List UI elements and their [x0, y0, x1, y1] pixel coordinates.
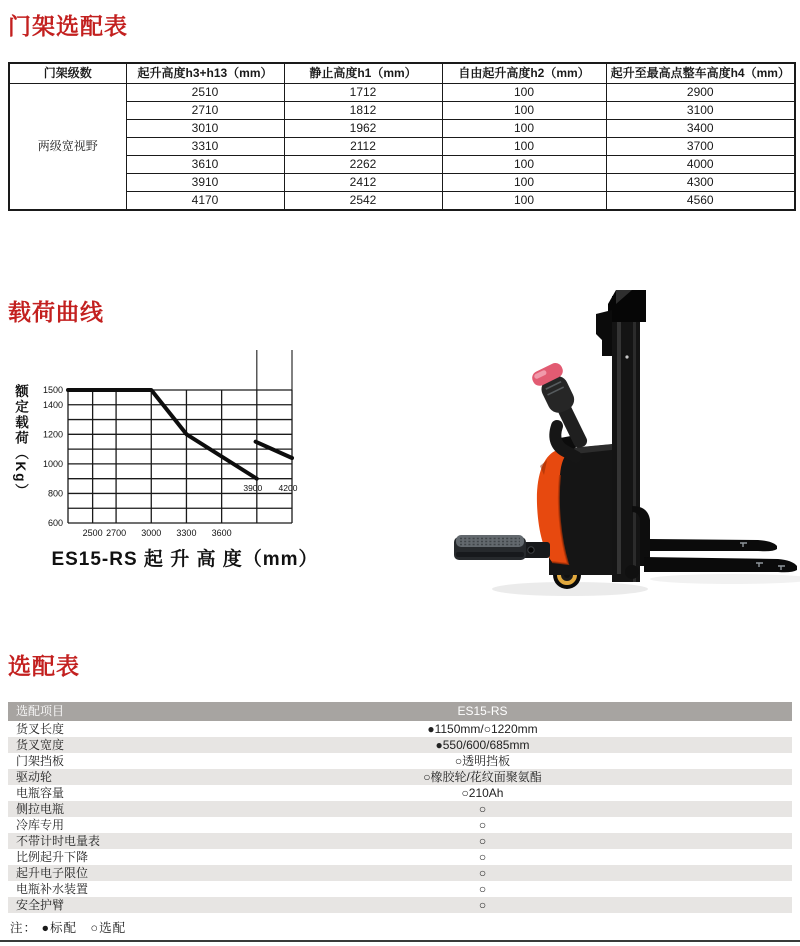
mast-table-row	[9, 192, 795, 211]
options-table-title: 选配表	[8, 653, 80, 679]
option-value: ○	[478, 818, 487, 832]
mast-cell: 100	[442, 174, 606, 192]
svg-text:1000: 1000	[42, 458, 63, 469]
mast-cell: 2710	[126, 102, 284, 120]
option-row	[8, 721, 792, 737]
option-item-label: 门架挡板	[16, 754, 65, 768]
mast-cell: 100	[442, 102, 606, 120]
option-value: ○	[478, 898, 487, 912]
svg-text:3000: 3000	[141, 528, 162, 538]
option-item-label: 比例起升下降	[16, 850, 89, 864]
mast-cell: 3310	[126, 138, 284, 156]
svg-text:2500: 2500	[82, 528, 103, 538]
option-row	[8, 785, 792, 801]
mast-cell: 100	[442, 120, 606, 138]
mast-cell: 4170	[126, 192, 284, 211]
option-value: ○	[478, 850, 487, 864]
option-value: ○	[478, 802, 487, 816]
tiller-arm	[530, 361, 597, 457]
mast-cell: 2542	[284, 192, 442, 211]
chart-tick-labels	[43, 385, 298, 538]
option-row	[8, 849, 792, 865]
chart-x-axis-title: ES15-RS 起 升 高 度（mm）	[51, 549, 319, 570]
mast-cell: 2262	[284, 156, 442, 174]
option-row	[8, 769, 792, 785]
load-curve-chart	[30, 340, 320, 555]
mast-table-row	[9, 120, 795, 138]
options-header-model: ES15-RS	[457, 704, 508, 718]
mast-cell: 4000	[606, 156, 795, 174]
option-item-label: 冷库专用	[16, 818, 65, 832]
mast-table	[8, 62, 796, 211]
mast-table-head	[9, 63, 795, 84]
svg-text:600: 600	[47, 518, 63, 528]
mast-cell: 3010	[126, 120, 284, 138]
option-item-label: 安全护臂	[16, 898, 65, 912]
options-header-item: 选配项目	[16, 704, 65, 718]
option-row	[8, 865, 792, 881]
mast-cell: 3400	[606, 120, 795, 138]
mast-cell: 1962	[284, 120, 442, 138]
mast-cell: 100	[442, 192, 606, 211]
option-row	[8, 817, 792, 833]
options-note: 注： ●标配 ○选配	[10, 921, 127, 935]
mast-cell: 2112	[284, 138, 442, 156]
option-row	[8, 737, 792, 753]
mast-cell: 3910	[126, 174, 284, 192]
mast-cell: 100	[442, 84, 606, 102]
chart-grid	[68, 350, 292, 523]
svg-text:1200: 1200	[42, 429, 63, 440]
option-value: ○	[478, 866, 487, 880]
option-item-label: 货叉宽度	[16, 738, 65, 752]
mast-group-cell: 两级宽视野	[9, 84, 126, 211]
mast-cell: 3100	[606, 102, 795, 120]
mast-table-row	[9, 156, 795, 174]
option-row	[8, 801, 792, 817]
option-value: ○210Ah	[461, 786, 504, 800]
option-value: ●1150mm/○1220mm	[427, 722, 538, 736]
options-table-body	[8, 721, 792, 913]
mast-cell: 1712	[284, 84, 442, 102]
mast-cell: 2412	[284, 174, 442, 192]
page-bottom-rule	[0, 940, 800, 942]
option-item-label: 起升电子限位	[16, 866, 89, 880]
option-row	[8, 833, 792, 849]
svg-text:800: 800	[47, 488, 63, 499]
ground-shadow-forks	[650, 574, 800, 584]
option-item-label: 货叉长度	[16, 722, 65, 736]
mast-cell: 2510	[126, 84, 284, 102]
mast-cell: 1812	[284, 102, 442, 120]
option-item-label: 侧拉电瓶	[16, 802, 65, 816]
option-value: ●550/600/685mm	[435, 738, 530, 752]
mast-cell: 2900	[606, 84, 795, 102]
mast-col-header: 起升至最高点整车高度h4（mm）	[606, 63, 795, 84]
mast-table-row	[9, 102, 795, 120]
svg-text:1500: 1500	[42, 385, 63, 395]
options-table-header	[8, 702, 792, 721]
option-row	[8, 897, 792, 913]
mast-cell: 4300	[606, 174, 795, 192]
svg-text:1400: 1400	[42, 399, 63, 410]
svg-text:2700: 2700	[106, 528, 127, 538]
mast-cell: 3610	[126, 156, 284, 174]
option-item-label: 电瓶补水装置	[16, 882, 89, 896]
option-row	[8, 881, 792, 897]
svg-text:3300: 3300	[176, 528, 197, 538]
option-value: ○	[478, 834, 487, 848]
fork-assembly	[625, 506, 797, 579]
mast-table-row	[9, 138, 795, 156]
mast-col-header: 自由起升高度h2（mm）	[442, 63, 606, 84]
svg-text:4200: 4200	[278, 482, 298, 493]
svg-text:3900: 3900	[243, 482, 263, 493]
forklift-photo	[420, 280, 800, 610]
mast-col-header: 起升高度h3+h13（mm）	[126, 63, 284, 84]
mast-table-row	[9, 84, 795, 102]
option-value: ○	[478, 882, 487, 896]
option-item-label: 不带计时电量表	[16, 834, 101, 848]
mast-col-header: 静止高度h1（mm）	[284, 63, 442, 84]
mast-cell: 3700	[606, 138, 795, 156]
mast-table-body	[9, 84, 795, 211]
mast-cell: 100	[442, 138, 606, 156]
mast-cell: 100	[442, 156, 606, 174]
option-item-label: 驱动轮	[16, 770, 53, 784]
operator-platform	[454, 535, 550, 560]
mast-table-title: 门架选配表	[8, 13, 128, 39]
option-item-label: 电瓶容量	[16, 786, 65, 800]
svg-text:3600: 3600	[211, 528, 232, 538]
mast-table-row	[9, 174, 795, 192]
option-value: ○橡胶轮/花纹面聚氨酯	[423, 770, 542, 784]
load-curve-title: 载荷曲线	[8, 299, 104, 325]
option-row	[8, 753, 792, 769]
mast-cell: 4560	[606, 192, 795, 211]
chart-y-axis-label: 额定载荷（Kg）	[13, 384, 28, 499]
options-table	[8, 702, 792, 913]
option-value: ○透明挡板	[454, 754, 511, 768]
mast-col-header: 门架级数	[9, 63, 126, 84]
